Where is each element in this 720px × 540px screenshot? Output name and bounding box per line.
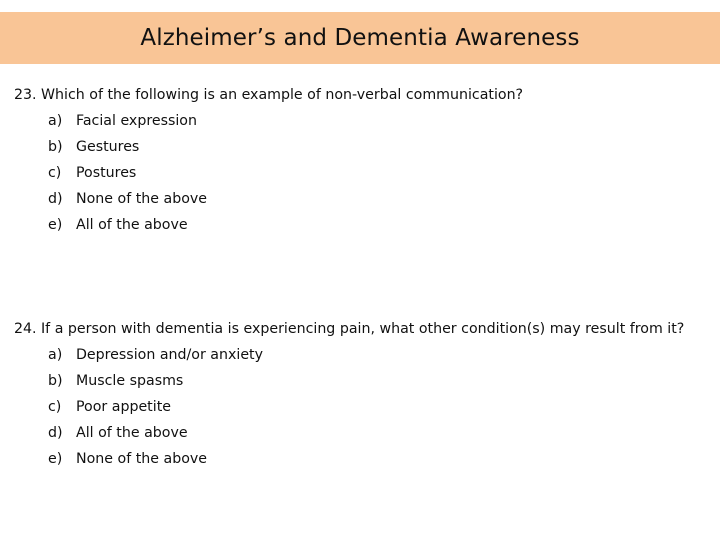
answer-option	[14, 368, 714, 394]
question-text: Which of the following is an example of non-verbal communication?	[41, 87, 524, 103]
answer-option	[14, 342, 714, 368]
answer-option	[14, 212, 714, 238]
option-text: Gestures	[76, 139, 140, 155]
question-23	[14, 82, 714, 238]
option-text: Muscle spasms	[76, 373, 184, 389]
option-text: Poor appetite	[76, 399, 171, 415]
question-24	[14, 316, 714, 472]
answer-option	[14, 186, 714, 212]
option-text: None of the above	[76, 451, 208, 467]
option-letter: b)	[48, 139, 63, 155]
option-letter: d)	[48, 425, 63, 441]
option-letter: e)	[48, 451, 63, 467]
page-title: Alzheimer’s and Dementia Awareness	[140, 25, 580, 51]
option-letter: c)	[48, 165, 62, 181]
answer-option	[14, 446, 714, 472]
option-letter: b)	[48, 373, 63, 389]
option-text: All of the above	[76, 425, 188, 441]
option-letter: a)	[48, 113, 63, 129]
option-letter: a)	[48, 347, 63, 363]
answer-option	[14, 394, 714, 420]
answer-option	[14, 160, 714, 186]
option-letter: c)	[48, 399, 62, 415]
option-text: Facial expression	[76, 113, 197, 129]
option-text: Postures	[76, 165, 137, 181]
question-stem	[14, 82, 714, 108]
question-stem	[14, 316, 714, 342]
question-number: 24.	[14, 321, 37, 337]
option-letter: d)	[48, 191, 63, 207]
answer-option	[14, 108, 714, 134]
header-banner	[0, 12, 720, 64]
option-text: None of the above	[76, 191, 208, 207]
question-text: If a person with dementia is experiencing pain, what other condition(s) may result from it?	[41, 321, 685, 337]
option-text: All of the above	[76, 217, 188, 233]
option-text: Depression and/or anxiety	[76, 347, 264, 363]
option-letter: e)	[48, 217, 63, 233]
answer-option	[14, 134, 714, 160]
answer-option	[14, 420, 714, 446]
question-number: 23.	[14, 87, 37, 103]
